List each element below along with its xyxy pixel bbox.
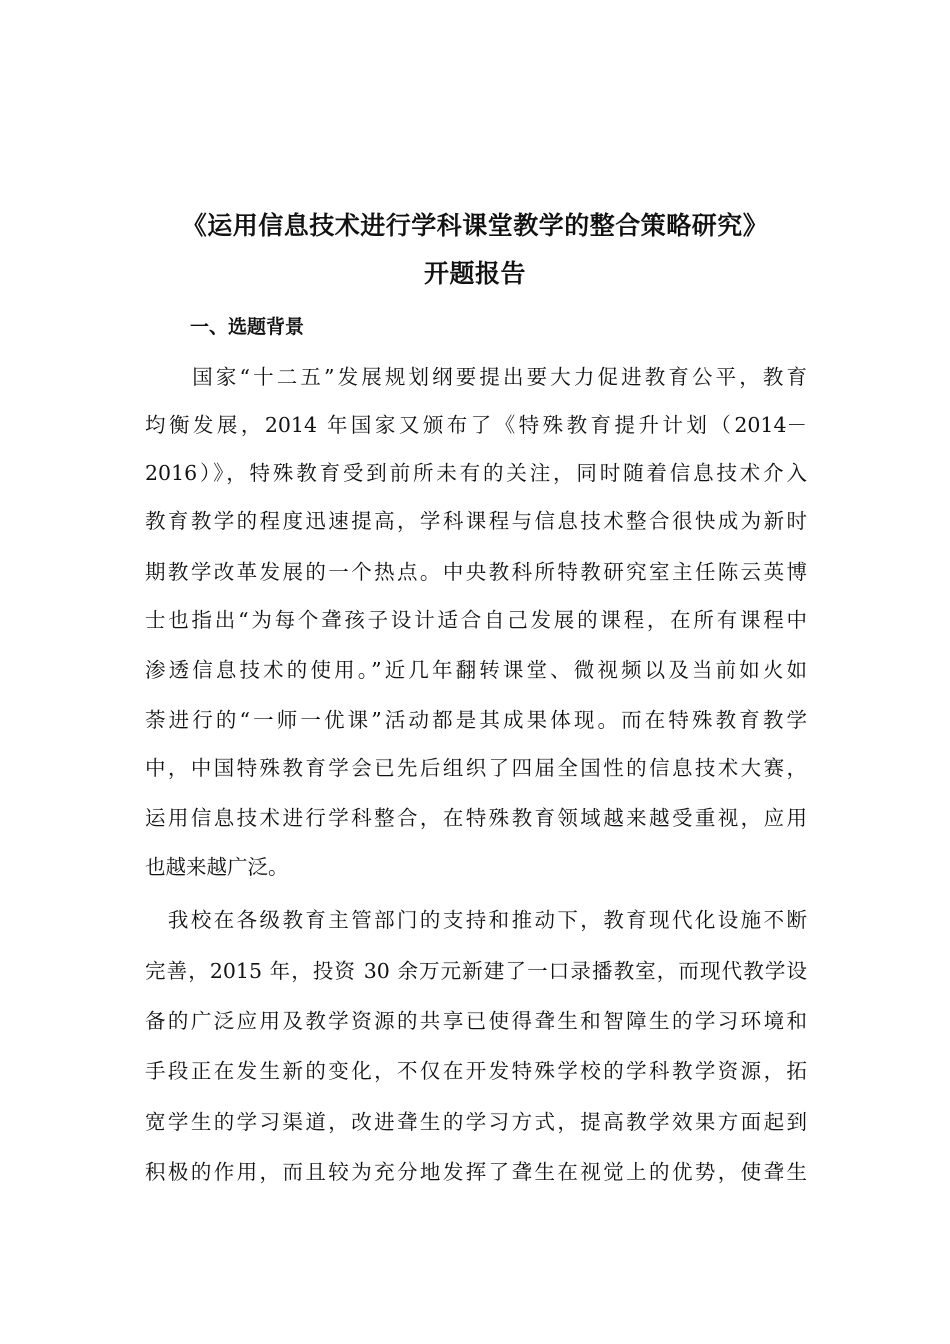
paragraph-line: 手段正在发生新的变化，不仅在开发特殊学校的学科教学资源，拓	[145, 1059, 807, 1083]
paragraph-line: 备的广泛应用及教学资源的共享已使得聋生和智障生的学习环境和	[145, 1009, 807, 1033]
paragraph-line: 均衡发展，2014 年国家又颁布了《特殊教育提升计划（2014－	[145, 413, 807, 437]
paragraph-line: 宽学生的学习渠道，改进聋生的学习方式，提高教学效果方面起到	[145, 1110, 807, 1134]
document-title-line-2: 开题报告	[423, 259, 526, 288]
paragraph-line: 我校在各级教育主管部门的支持和推动下，教育现代化设施不断	[145, 908, 807, 932]
paragraph-line: 期教学改革发展的一个热点。中央教科所特教研究室主任陈云英博	[145, 560, 807, 584]
paragraph-line: 也越来越广泛。	[145, 855, 289, 879]
section-heading: 一、选题背景	[190, 316, 305, 338]
paragraph-line: 教育教学的程度迅速提高，学科课程与信息技术整合很快成为新时	[145, 509, 807, 533]
paragraph-line: 士也指出“为每个聋孩子设计适合自己发展的课程，在所有课程中	[145, 608, 807, 632]
paragraph-line: 完善，2015 年，投资 30 余万元新建了一口录播教室，而现代教学设	[145, 959, 807, 983]
document-title-line-1: 《运用信息技术进行学科课堂教学的整合策略研究》	[181, 211, 769, 240]
paragraph-line: 渗透信息技术的使用。”近几年翻转课堂、微视频以及当前如火如	[145, 658, 807, 682]
paragraph-line: 运用信息技术进行学科整合，在特殊教育领域越来越受重视，应用	[145, 806, 807, 830]
paragraph-line: 中，中国特殊教育学会已先后组织了四届全国性的信息技术大赛，	[145, 756, 807, 780]
paragraph-line: 荼进行的“一师一优课”活动都是其成果体现。而在特殊教育教学	[145, 708, 807, 732]
paragraph-line: 2016）》，特殊教育受到前所未有的关注，同时随着信息技术介入	[145, 461, 807, 485]
paragraph-line: 积极的作用，而且较为充分地发挥了聋生在视觉上的优势，使聋生	[145, 1160, 807, 1184]
paragraph-line: 国家“十二五”发展规划纲要提出要大力促进教育公平，教育	[145, 365, 807, 389]
